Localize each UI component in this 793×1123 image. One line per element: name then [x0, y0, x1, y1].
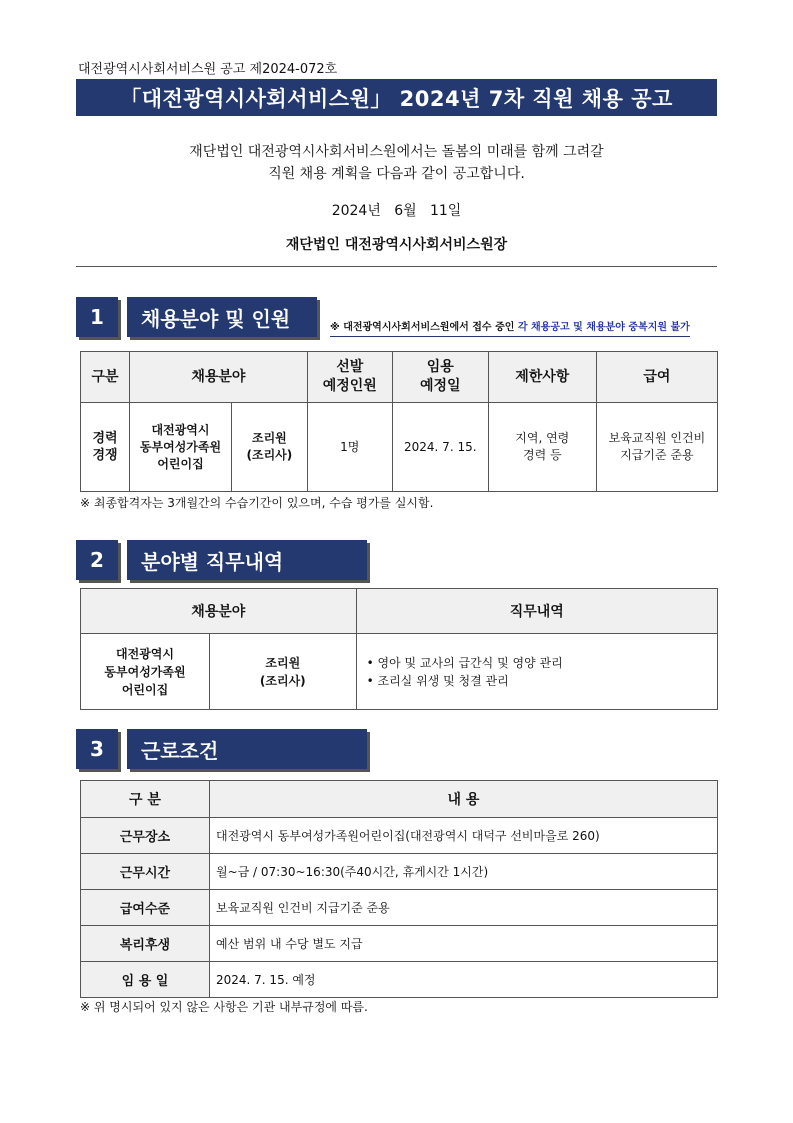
header-type: 구분 — [81, 352, 130, 403]
header-category: 구 분 — [81, 781, 210, 818]
section-3-footnote: ※ 위 명시되어 있지 않은 사항은 기관 내부규정에 따름. — [80, 1000, 368, 1014]
section-1-number: 1 — [76, 297, 118, 337]
table-row — [81, 854, 718, 890]
row-value: 2024. 7. 15. 예정 — [210, 962, 718, 998]
table-row — [81, 890, 718, 926]
cell-count: 1명 — [307, 403, 392, 492]
cell-duties — [356, 634, 717, 710]
table-row — [81, 818, 718, 854]
cell-org: 대전광역시 동부여성가족원 어린이집 — [81, 634, 210, 710]
row-label: 근무시간 — [81, 854, 210, 890]
row-label: 복리후생 — [81, 926, 210, 962]
table-row — [81, 926, 718, 962]
header-restriction: 제한사항 — [488, 352, 596, 403]
conditions-table — [80, 780, 718, 998]
notice-number: 대전광역시사회서비스원 공고 제2024-072호 — [78, 62, 338, 77]
section-1-title: 채용분야 및 인원 — [127, 297, 317, 337]
header-duties: 직무내역 — [356, 589, 717, 634]
duties-table — [80, 588, 718, 710]
section-2-title: 분야별 직무내역 — [127, 540, 367, 580]
header-field: 채용분야 — [81, 589, 357, 634]
duty-item: • 영아 및 교사의 급간식 및 영양 관리 — [366, 655, 563, 670]
row-label: 급여수준 — [81, 890, 210, 926]
section-3-number: 3 — [76, 729, 118, 769]
divider — [76, 266, 717, 267]
row-label: 근무장소 — [81, 818, 210, 854]
header-salary: 급여 — [596, 352, 717, 403]
cell-job: 조리원 (조리사) — [210, 634, 357, 710]
notice-date: 2024년 6월 11일 — [331, 203, 462, 219]
section-1-note-prefix: ※ 대전광역시사회서비스원에서 접수 중인 — [330, 322, 518, 333]
header-field: 채용분야 — [130, 352, 308, 403]
header-date: 임용 예정일 — [392, 352, 488, 403]
section-3-title: 근로조건 — [127, 729, 367, 769]
table-row — [81, 962, 718, 998]
table-row — [81, 403, 718, 492]
intro-line-1: 재단법인 대전광역시사회서비스원에서는 돌봄의 미래를 함께 그려갈 — [189, 144, 604, 160]
duty-item: • 조리실 위생 및 청결 관리 — [366, 673, 509, 688]
recruitment-table — [80, 351, 718, 492]
row-value: 월~금 / 07:30~16:30(주40시간, 휴게시간 1시간) — [210, 854, 718, 890]
issuer: 재단법인 대전광역시사회서비스원장 — [285, 237, 508, 253]
cell-job: 조리원 (조리사) — [232, 403, 308, 492]
table-row — [81, 634, 718, 710]
cell-type: 경력 경쟁 — [81, 403, 130, 492]
intro-line-2: 직원 채용 계획을 다음과 같이 공고합니다. — [268, 166, 525, 182]
row-label: 임 용 일 — [81, 962, 210, 998]
row-value: 보육교직원 인건비 지급기준 준용 — [210, 890, 718, 926]
cell-restriction: 지역, 연령 경력 등 — [488, 403, 596, 492]
cell-date: 2024. 7. 15. — [392, 403, 488, 492]
header-content: 내 용 — [210, 781, 718, 818]
table-header-row — [81, 589, 718, 634]
row-value: 대전광역시 동부여성가족원어린이집(대전광역시 대덕구 선비마을로 260) — [210, 818, 718, 854]
page-title: 「대전광역시사회서비스원」 2024년 7차 직원 채용 공고 — [76, 79, 717, 116]
row-value: 예산 범위 내 수당 별도 지급 — [210, 926, 718, 962]
section-1-footnote: ※ 최종합격자는 3개월간의 수습기간이 있으며, 수습 평가를 실시함. — [80, 496, 434, 510]
table-header-row — [81, 352, 718, 403]
cell-salary: 보육교직원 인건비 지급기준 준용 — [596, 403, 717, 492]
cell-org: 대전광역시 동부여성가족원 어린이집 — [130, 403, 232, 492]
header-count: 선발 예정인원 — [307, 352, 392, 403]
section-1-note-highlight: 각 채용공고 및 채용분야 중복지원 불가 — [517, 322, 690, 333]
section-2-number: 2 — [76, 540, 118, 580]
section-1-note — [330, 318, 690, 337]
table-header-row — [81, 781, 718, 818]
